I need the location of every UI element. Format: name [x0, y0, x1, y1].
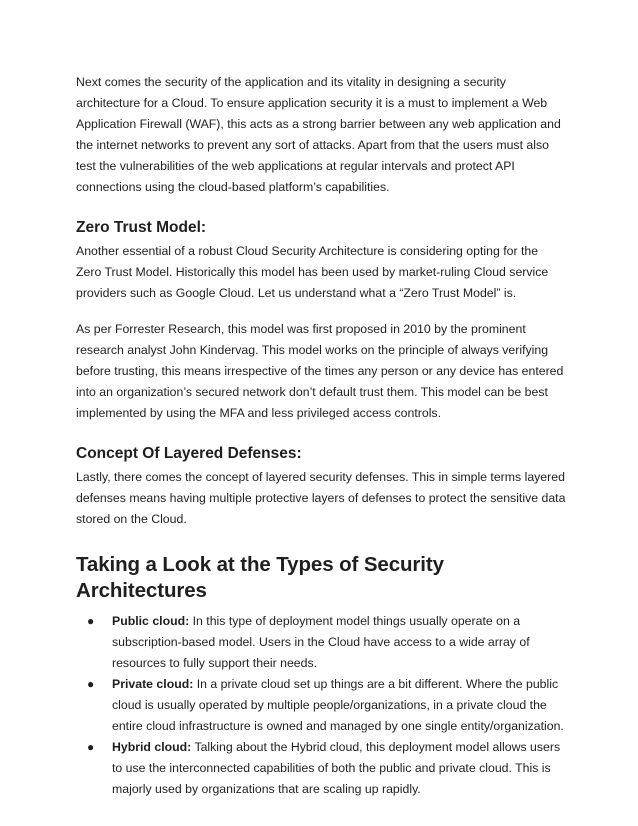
zero-trust-heading: Zero Trust Model: [76, 219, 207, 236]
layered-defenses-paragraph: Lastly, there comes the concept of layered security defenses. This in simple terms layered defenses means having multiple protective layers of defenses to protect the sensitive data stored on the Cloud. [76, 470, 566, 526]
zero-trust-paragraph-2: As per Forrester Research, this model was first proposed in 2010 by the prominent research analyst John Kindervag. This model works on the principle of always verifying before trusting, this means irrespective of the times any person or any device has entered into an organization’s secured network don’t default trust them. This model can be best implemented by using the MFA and less privileged access controls. [76, 322, 564, 420]
list-item-term: Hybrid cloud: [112, 740, 192, 754]
list-item-term: Private cloud: [112, 677, 194, 691]
list-item-private-cloud [76, 674, 566, 737]
list-item-public-cloud [76, 611, 566, 674]
list-item-term: Public cloud: [112, 614, 190, 628]
architecture-types-list [76, 611, 566, 800]
bullet-icon: ● [87, 677, 95, 691]
zero-trust-paragraph-1: Another essential of a robust Cloud Security Architecture is considering opting for the Zero Trust Model. Historically this model has been used by market-ruling Cloud service providers such as Google Cloud. Let us understand what a “Zero Trust Model” is. [76, 244, 549, 300]
bullet-icon: ● [87, 614, 95, 628]
types-section-heading: Taking a Look at the Types of Security Architectures [76, 553, 444, 602]
intro-paragraph: Next comes the security of the application and its vitality in designing a security architecture for a Cloud. To ensure application security it is a must to implement a Web Application Firewall (WAF), this acts as a strong barrier between any web application and the internet networks to prevent any sort of attacks. Apart from that the users must also test the vulnerabilities of the web applications at regular intervals and protect API connections using the cloud-based platform’s capabilities. [76, 75, 561, 194]
list-item-hybrid-cloud [76, 737, 566, 800]
list-item-text: In a private cloud set up things are a bit different. Where the public cloud is usually operated by multiple people/organizations, in a private cloud the entire cloud infrastructure is owned and managed by one single entity/organization. [112, 677, 564, 733]
layered-defenses-heading: Concept Of Layered Defenses: [76, 445, 302, 462]
bullet-icon: ● [87, 740, 95, 754]
list-item-text: In this type of deployment model things usually operate on a subscription-based model. Users in the Cloud have access to a wide array of resources to fully support their needs. [112, 614, 530, 670]
list-item-text: Talking about the Hybrid cloud, this deployment model allows users to use the interconnected capabilities of both the public and private cloud. This is majorly used by organizations that are scaling up rapidly. [112, 740, 561, 796]
